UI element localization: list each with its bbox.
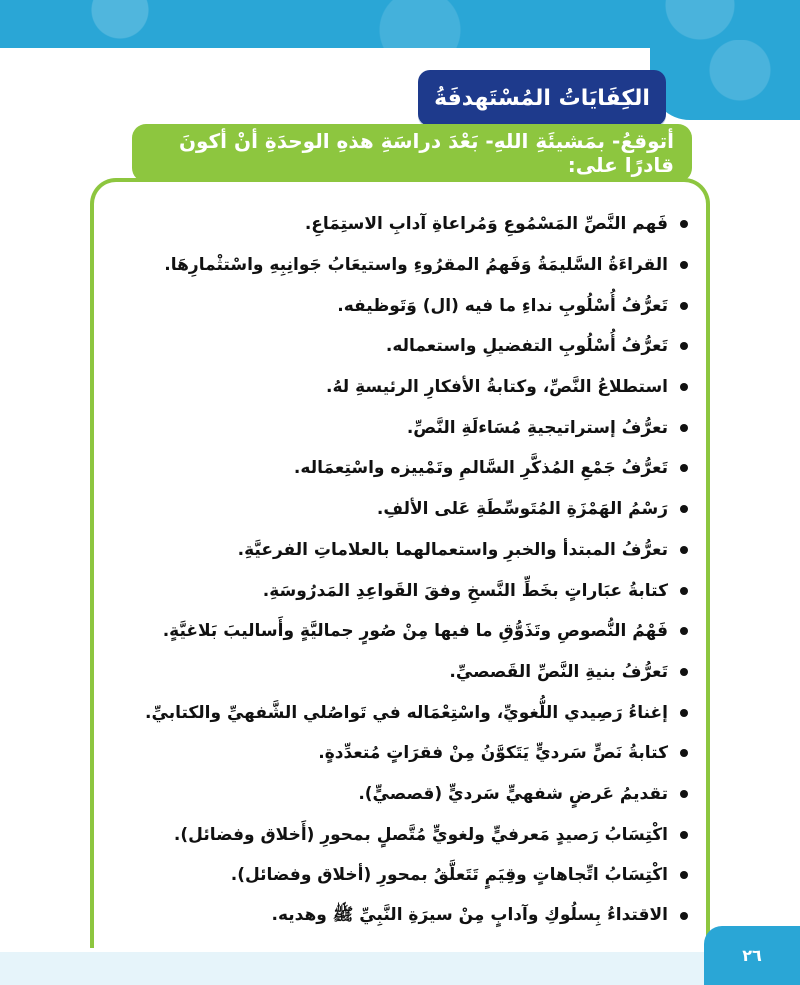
objective-item [128,407,688,448]
objective-item [128,855,688,896]
objective-text: اكْتِسَابُ رَصيدٍ مَعرفيٍّ ولغويٍّ مُتَّصلٍ بمحورِ (أَخلاق وفضائل). [173,824,668,845]
bullet-icon [680,831,688,839]
bullet-icon [680,912,688,920]
objective-text: كتابةُ عبَاراتٍ بخَطِّ النَّسخِ وفقَ القَواعِدِ المَدرُوسَةِ. [262,580,668,601]
bullet-icon [680,383,688,391]
objective-item [128,896,688,937]
bullet-icon [680,342,688,350]
bullet-icon [680,871,688,879]
intro-bar: أتوقعُ- بمَشيئَةِ اللهِ- بَعْدَ دراسَةِ هذهِ الوحدَةِ أنْ أكونَ قادرًا على: [132,124,692,182]
objective-text: تَعرُّفُ بنيةِ النَّصِّ القَصصيِّ. [449,661,668,682]
bottom-decorative-band [0,952,800,985]
objective-item [128,204,688,245]
top-right-decorative-band [650,40,800,120]
objective-text: تعرُّفُ إستراتيجيةِ مُسَاءلَةِ النَّصِّ. [406,417,668,438]
objective-text: تَعرُّفُ أُسْلُوبِ نداءِ ما فيه (ال) وَتَوظيفه. [337,295,668,316]
bullet-icon [680,505,688,513]
objective-item [128,692,688,733]
objective-text: تَعرُّفُ أُسْلُوبِ التفضيلِ واستعماله. [385,336,668,357]
objective-item [128,774,688,815]
page-number: ٢٦ [704,926,800,985]
objective-text: القراءَةُ السَّليمَةُ وَفَهمُ المقرُوءِ واستيعَابُ جَوانِبِهِ واسْتثْمارِهَا. [164,255,668,276]
objective-item [128,530,688,571]
objective-item [128,814,688,855]
bullet-icon [680,302,688,310]
objectives-list [128,204,688,936]
objective-item [128,367,688,408]
bullet-icon [680,464,688,472]
bullet-icon [680,627,688,635]
objective-item [128,448,688,489]
objective-text: تقديمُ عَرضٍ شفهيٍّ سَرديٍّ (قصصيٍّ). [358,783,668,804]
bullet-icon [680,668,688,676]
objective-text: تعرُّفُ المبتدأ والخبرِ واستعمالهما بالعلاماتِ الفرعيَّةِ. [237,539,668,560]
objective-text: فَهْمُ النُّصوصِ وتَذَوُّقِ ما فيها مِنْ صُورٍ جماليَّةٍ وأَساليبَ بَلاغيَّةٍ. [162,621,668,642]
objective-text: فَهم النَّصِّ المَسْمُوعِ وَمُراعاةِ آدابِ الاستِمَاعِ. [304,214,668,235]
objective-item [128,326,688,367]
objective-item [128,570,688,611]
objective-text: اكْتِسَابُ اتِّجاهاتٍ وقِيَمٍ تَتَعلَّقُ بمحورِ (أخلاق وفضائل). [230,865,668,886]
objective-item [128,733,688,774]
bullet-icon [680,261,688,269]
objective-item [128,285,688,326]
bullet-icon [680,709,688,717]
objective-text: رَسْمُ الهَمْزَةِ المُتَوسِّطَةِ عَلى الألفِ. [376,499,668,520]
objective-text: تَعرُّفُ جَمْعِ المُذكَّرِ السَّالمِ وتَمْييزه واسْتِعمَاله. [293,458,668,479]
bullet-icon [680,587,688,595]
objective-item [128,245,688,286]
objective-text: إغناءُ رَصِيدي اللُّغويِّ، واسْتِعْمَاله في تَواصُلي الشَّفهيِّ والكتابيِّ. [145,702,668,723]
objective-text: استطلاعُ النَّصِّ، وكتابةُ الأفكارِ الرئيسةِ لهُ. [326,377,668,398]
objective-item [128,611,688,652]
objective-text: الاقتداءُ بِسلُوكِ وآدابٍ مِنْ سيرَةِ النَّبِيِّ ﷺ وهديه. [271,904,668,925]
page-title: الكِفَايَاتُ المُسْتَهدفَةُ [418,70,666,126]
bullet-icon [680,749,688,757]
bullet-icon [680,790,688,798]
objective-item [128,489,688,530]
objective-item [128,652,688,693]
bullet-icon [680,220,688,228]
bullet-icon [680,546,688,554]
bullet-icon [680,424,688,432]
objective-text: كتابةُ نَصٍّ سَرديٍّ يَتَكوَّنُ مِنْ فقرَاتٍ مُتعدِّدةٍ. [318,743,668,764]
